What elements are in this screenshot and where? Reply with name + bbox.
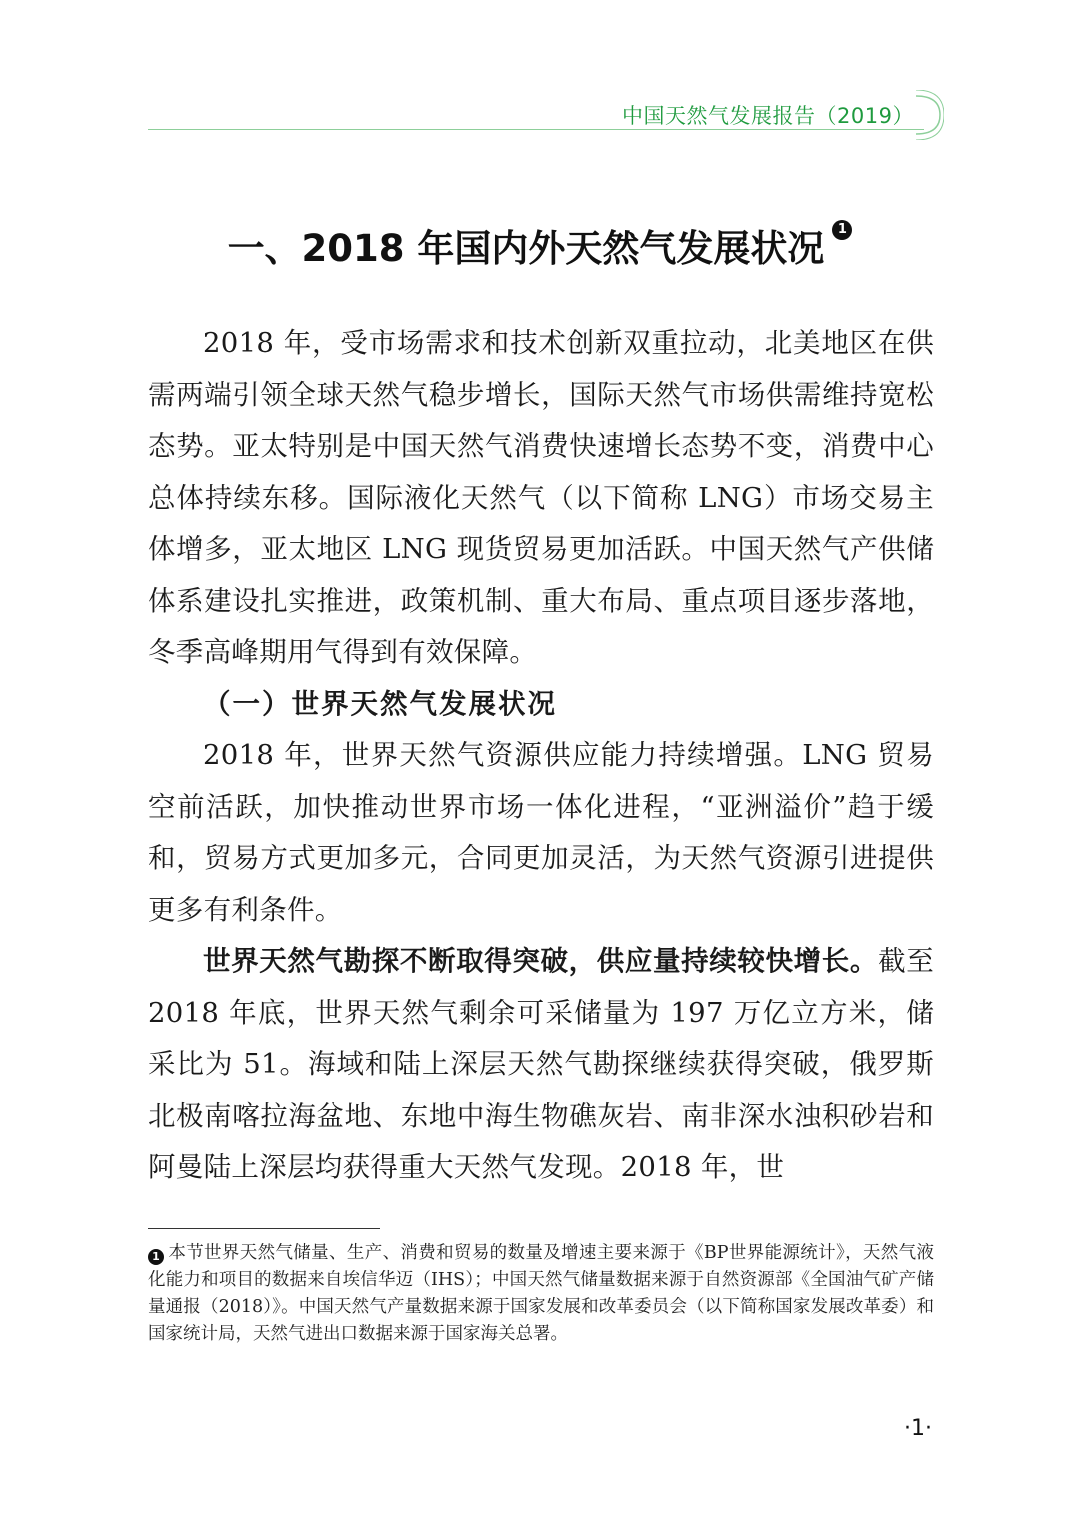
footnote-reference-marker[interactable]: 1 [832, 220, 852, 240]
footnote [148, 1240, 934, 1348]
footnote-text: 本节世界天然气储量、生产、消费和贸易的数量及增速主要来源于《BP世界能源统计》，天然气液化能力和项目的数据来自埃信华迈（IHS）；中国天然气储量数据来源于自然资源部《全国油气矿产储量通报（2018）》。中国天然气产量数据来源于国家发展和改革委员会（以下简称国家发展改革委）和国家统计局，天然气进出口数据来源于国家海关总署。 [148, 1243, 934, 1344]
chapter-title-text: 一、2018 年国内外天然气发展状况 [227, 227, 825, 270]
header-arc-ornament [914, 90, 944, 140]
intro-paragraph: 2018 年，受市场需求和技术创新双重拉动，北美地区在供需两端引领全球天然气稳步增长，国际天然气市场供需维持宽松态势。亚太特别是中国天然气消费快速增长态势不变，消费中心总体持续东移。国际液化天然气（以下简称 LNG）市场交易主体增多，亚太地区 LNG 现货贸易更加活跃。中国天然气产供储体系建设扎实推进，政策机制、重大布局、重点项目逐步落地，冬季高峰期用气得到有效保障。 [148, 327, 934, 668]
footnote-marker: 1 [148, 1249, 164, 1265]
page-number: ·1· [904, 1416, 932, 1441]
exploration-lead-sentence: 世界天然气勘探不断取得突破，供应量持续较快增长。 [203, 945, 879, 977]
world-overview-paragraph: 2018 年，世界天然气资源供应能力持续增强。LNG 贸易空前活跃，加快推动世界市场一体化进程，“亚洲溢价”趋于缓和，贸易方式更加多元，合同更加灵活，为天然气资源引进提供更多有利条件。 [148, 739, 934, 926]
footnote-rule [148, 1228, 380, 1229]
exploration-body-text: 截至 2018 年底，世界天然气剩余可采储量为 197 万亿立方米，储采比为 51。海域和陆上深层天然气勘探继续获得突破，俄罗斯北极南喀拉海盆地、东地中海生物礁灰岩、南非深水浊积砂岩和阿曼陆上深层均获得重大天然气发现。2018 年，世 [148, 945, 934, 1183]
running-title: 中国天然气发展报告（2019） [622, 104, 914, 128]
chapter-title [148, 218, 932, 272]
body-text [148, 318, 934, 1194]
exploration-paragraph [148, 936, 934, 1194]
section-heading: （一）世界天然气发展状况 [203, 687, 557, 720]
running-header [148, 90, 944, 140]
